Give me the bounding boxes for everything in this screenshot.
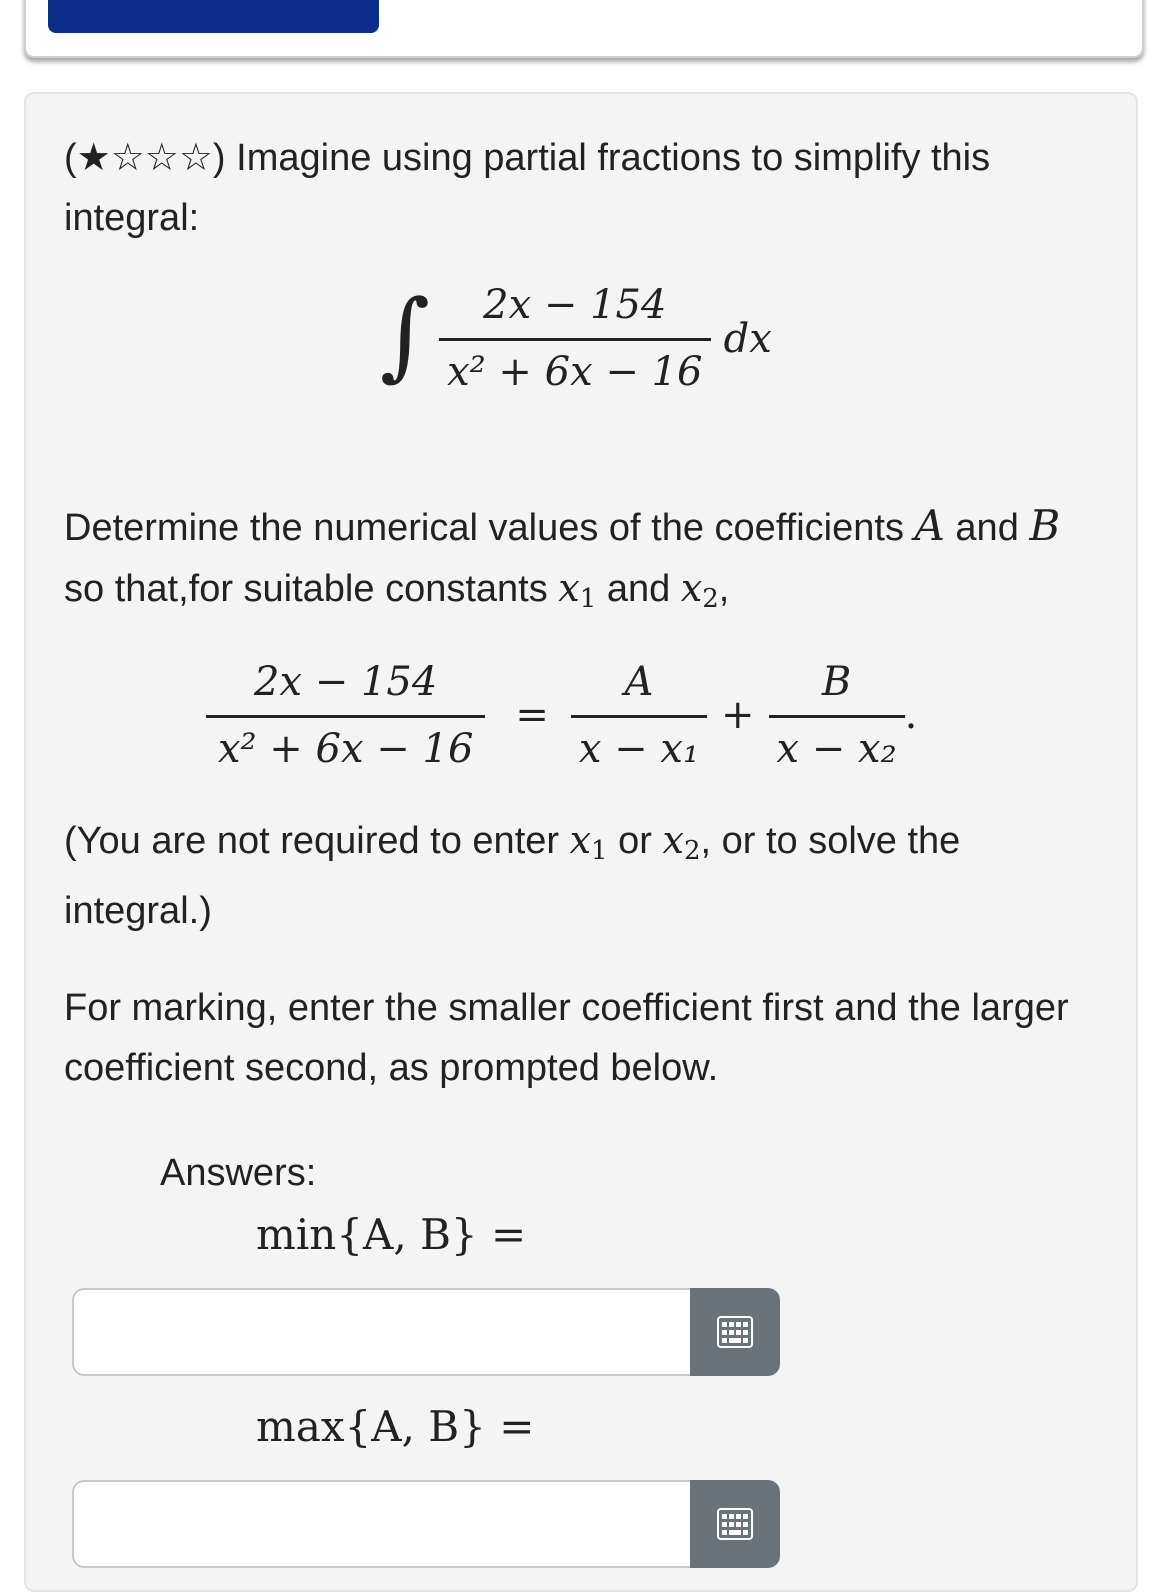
determine-text-2: so that,for suitable constants bbox=[64, 568, 548, 610]
partial-fraction-equation bbox=[206, 650, 917, 780]
integral-denominator: x² + 6x − 16 bbox=[439, 338, 710, 395]
note-paragraph bbox=[64, 810, 1094, 941]
term1-fraction bbox=[571, 659, 707, 772]
min-answer-group bbox=[72, 1288, 780, 1376]
period: . bbox=[904, 692, 918, 738]
integral-numerator: 2x − 154 bbox=[483, 282, 667, 328]
note-text-2: , or to solve the integral.) bbox=[64, 820, 961, 932]
coefficient-b: B bbox=[1029, 501, 1061, 550]
term1-denominator: x − x₁ bbox=[571, 715, 707, 772]
and-word: and bbox=[955, 507, 1019, 549]
keyboard-icon bbox=[717, 1508, 753, 1540]
max-answer-input[interactable] bbox=[72, 1480, 692, 1568]
integral-expression bbox=[380, 278, 772, 402]
equals-sign: = bbox=[515, 692, 549, 738]
integral-sign: ∫ bbox=[380, 278, 431, 391]
note-x2: $x_2$ bbox=[662, 818, 701, 866]
term2-numerator: B bbox=[821, 658, 852, 705]
lhs-fraction bbox=[206, 659, 485, 772]
note-text: (You are not required to enter bbox=[64, 820, 560, 862]
plus-sign: + bbox=[721, 692, 755, 738]
keyboard-icon bbox=[717, 1316, 753, 1348]
lhs-denominator: x² + 6x − 16 bbox=[206, 715, 485, 772]
min-keyboard-button[interactable] bbox=[690, 1288, 780, 1376]
note-or: or bbox=[618, 820, 652, 862]
difficulty-stars: (★☆☆☆) bbox=[64, 137, 226, 179]
max-answer-group bbox=[72, 1480, 780, 1568]
term1-numerator: A bbox=[624, 658, 654, 705]
determine-text: Determine the numerical values of the coefficients bbox=[64, 507, 904, 549]
term2-denominator: x − x₂ bbox=[769, 715, 905, 772]
comma: , bbox=[718, 568, 730, 610]
min-answer-input[interactable] bbox=[72, 1288, 692, 1376]
submit-button[interactable] bbox=[48, 0, 379, 33]
x2-symbol: $x_2$ bbox=[680, 566, 719, 614]
term2-fraction bbox=[769, 659, 905, 772]
x1-symbol: $x_1$ bbox=[558, 566, 597, 614]
lhs-numerator: 2x − 154 bbox=[254, 658, 438, 705]
coefficient-a: A bbox=[914, 501, 945, 550]
answers-label: Answers: bbox=[160, 1152, 317, 1194]
min-prompt: min{A, B} = bbox=[256, 1210, 527, 1259]
marking-instructions: For marking, enter the smaller coefficient first and the larger coefficient second, as prompted below. bbox=[64, 987, 1069, 1089]
integral-differential: dx bbox=[723, 315, 772, 362]
determine-paragraph bbox=[64, 496, 1094, 629]
max-keyboard-button[interactable] bbox=[690, 1480, 780, 1568]
and-word-2: and bbox=[606, 568, 671, 610]
integral-fraction bbox=[439, 282, 710, 395]
question-intro bbox=[64, 128, 1094, 248]
note-x1: $x_1$ bbox=[569, 818, 608, 866]
max-prompt: max{A, B} = bbox=[256, 1402, 535, 1451]
intro-text: Imagine using partial fractions to simplify this integral: bbox=[64, 137, 991, 239]
